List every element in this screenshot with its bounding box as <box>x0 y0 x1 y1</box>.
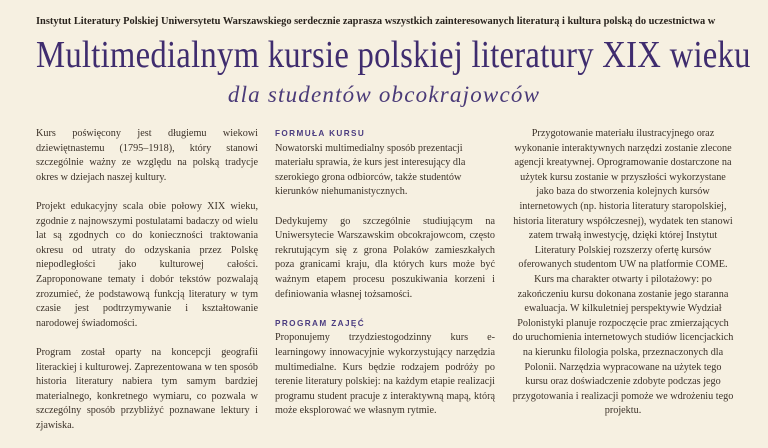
section-heading-program: PROGRAM ZAJĘĆ <box>275 318 366 328</box>
column-middle <box>275 127 495 433</box>
page-subtitle: dla studentów obcokrajowców <box>227 82 541 107</box>
page-title: Multimedialnym kursie polskiej literatury XIX wieku <box>36 34 751 76</box>
paragraph-formula: Nowatorski multimedialny sposób prezentacji materiału sprawia, że kurs jest interesujący dla szerokiego grona odbiorców, także studentów kierunków niehumanistycznych. <box>275 142 466 198</box>
paragraph-program-concept: Program został oparty na koncepcji geografii literackiej i kulturowej. Zaprezentowana w ten sposób historia literatury nabiera tym samym bardziej materialnego, konkretnego wymiaru, co pozwala w szczególny sposób przybliżyć poznawane lektury i zjawiska. <box>36 346 258 431</box>
paragraph-materials: Przygotowanie materiału ilustracyjnego oraz wykonanie interaktywnych narzędzi zostanie zlecone agencji kreatywnej. Oprogramowanie dostarczone na użytek kursu zostanie w przyszłości wykorzystane jako baza do stworzenia kolejnych kursów internetowych (np. historia literatury staropolskiej, historia literatury współczesnej), wydatek ten stanowi zatem trwałą inwestycję, dzięki której Instytut Literatury Polskiej rozszerzy ofertę kursów oferowanych studentom UW na platformie COME. Kurs ma charakter otwarty i pilotażowy: po zakończeniu kursu dokonana zostanie jego staranna ewaluacja. W kilkuletniej perspektywie Wydział Polonistyki planuje rozpoczęcie prac zmierzających do uruchomienia internetowych studiów licencjackich na kierunku filologia polska, przeznaczonych dla Polonii. Narzędzia wypracowane na użytek tego kursu oraz doświadczenie zdobyte podczas jego przygotowania i realizacji pomoże we wdrożeniu tego projektu. <box>512 128 734 417</box>
paragraph-project: Projekt edukacyjny scala obie połowy XIX wieku, zgodnie z najnowszymi postulatami badaczy od wielu lat są zgodnych co do konieczności traktowania okresu od utraty do odzyskania przez Polskę niepodległości jako kulturowej całości. Zaproponowane tematy i dobór tekstów pozwalają zrozumieć, że podstawową funkcją literatury w tym czasie jest podtrzymywanie i kształtowanie narodowej świadomości. <box>36 200 258 329</box>
column-right <box>512 127 734 433</box>
section-heading-formula: FORMUŁA KURSU <box>275 129 366 138</box>
intro-text: Instytut Literatury Polskiej Uniwersytetu Warszawskiego serdecznie zaprasza wszystkich zainteresowanych literaturą i kultura polską do uczestnictwa w <box>36 16 716 27</box>
column-left <box>36 127 258 448</box>
paragraph-intro: Kurs poświęcony jest długiemu wiekowi dziewiętnastemu (1795–1918), który stanowi szczególnie ważny ze względu na polską tradycje okres w dziejach naszej kultury. <box>36 128 258 183</box>
paragraph-program: Proponujemy trzydziestogodzinny kurs e-learningowy innowacyjnie wykorzystujący narzędzia multimedialne. Kurs będzie rodzajem podróży po terenie literatury polskiej: na każdym etapie realizacji programu student pracuje z interaktywną mapą, którą może eksplorować we własnym rytmie. <box>275 332 495 417</box>
paragraph-dedication: Dedykujemy go szczególnie studiującym na Uniwersytecie Warszawskim obcokrajowcom, często rekrutującym się z grona Polaków zamieszkałych poza granicami kraju, dla których kurs może być ważnym etapem procesu poszukiwania korzeni i definiowania własnej tożsamości. <box>275 215 495 300</box>
